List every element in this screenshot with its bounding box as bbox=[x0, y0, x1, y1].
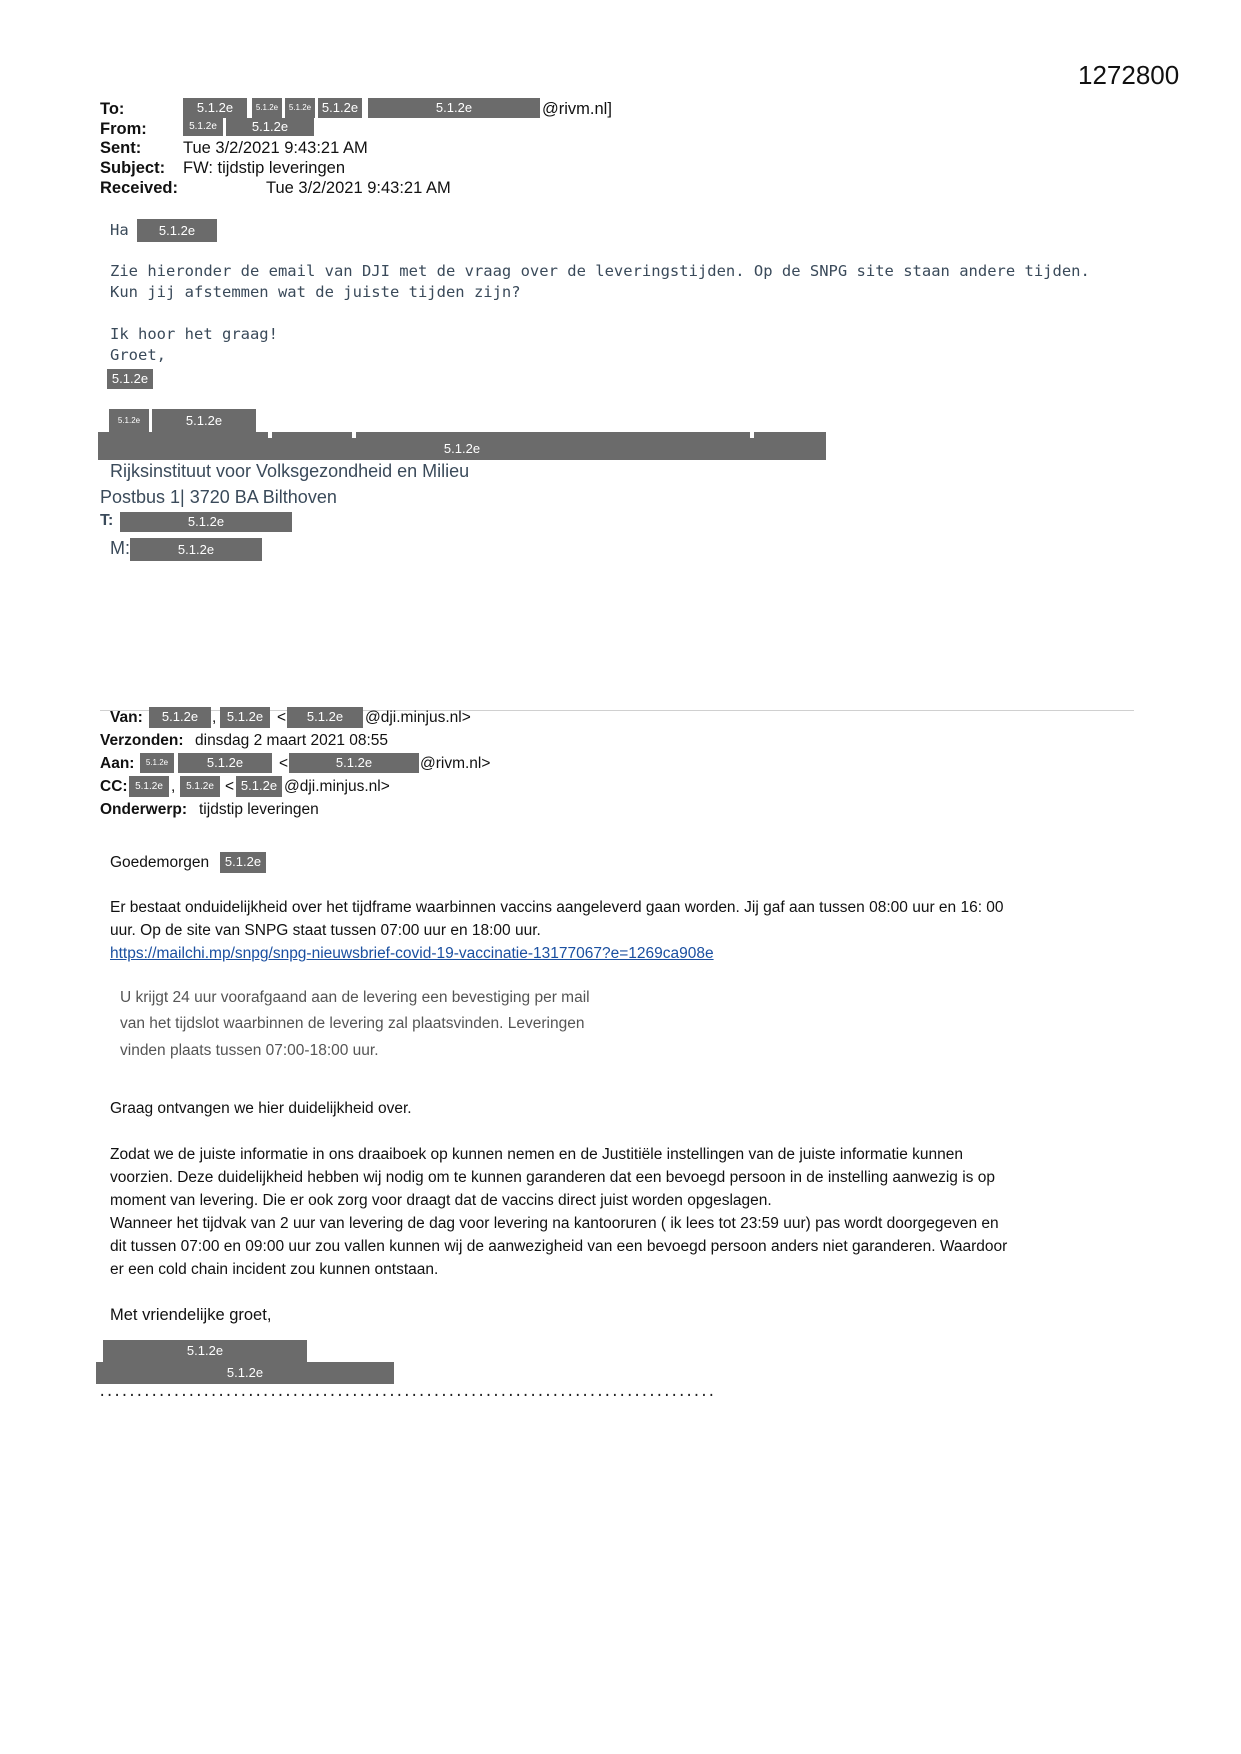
redaction-box: 5.1.2e bbox=[285, 98, 315, 118]
document-number: 1272800 bbox=[1078, 60, 1180, 90]
redaction-box: 5.1.2e bbox=[98, 438, 826, 460]
greeting: Goedemorgen bbox=[110, 854, 210, 871]
aan-lt: < bbox=[279, 755, 289, 772]
body-text: uur. Op de site van SNPG staat tussen 07:00 uur en 18:00 uur. bbox=[110, 922, 541, 939]
body-text: Wanneer het tijdvak van 2 uur van levering de dag voor levering na kantooruren ( ik lees tot 23:59 uur) pas wordt doorgegeven en bbox=[110, 1215, 999, 1232]
subject-value: FW: tijdstip leveringen bbox=[183, 159, 346, 177]
redaction-box: 5.1.2e bbox=[96, 1362, 394, 1384]
redaction-box: 5.1.2e bbox=[152, 409, 256, 432]
body-text: dit tussen 07:00 en 09:00 uur zou vallen kunnen wij de aanwezigheid van een bevoegd persoon anders niet garanderen. Waardoor bbox=[110, 1238, 1008, 1255]
cc-label: CC: bbox=[100, 778, 128, 795]
redaction-box: 5.1.2e bbox=[287, 707, 363, 728]
body-text: Ik hoor het graag! bbox=[110, 325, 278, 343]
body-text: Groet, bbox=[110, 346, 166, 364]
redaction-box: 5.1.2e bbox=[289, 753, 419, 773]
to-label: To: bbox=[100, 100, 125, 118]
redaction-box: 5.1.2e bbox=[220, 707, 270, 728]
redaction-box: 5.1.2e bbox=[129, 776, 169, 797]
cc-comma: , bbox=[171, 778, 176, 795]
aan-email-suffix: @rivm.nl> bbox=[420, 755, 491, 772]
received-value: Tue 3/2/2021 9:43:21 AM bbox=[266, 179, 451, 197]
signature-address: Postbus 1| 3720 BA Bilthoven bbox=[100, 487, 337, 507]
redaction-box: 5.1.2e bbox=[318, 98, 362, 118]
van-comma: , bbox=[212, 709, 217, 726]
redaction-box: 5.1.2e bbox=[226, 118, 314, 136]
body-text: Graag ontvangen we hier duidelijkheid over. bbox=[110, 1100, 412, 1117]
quoted-text: van het tijdslot waarbinnen de levering zal plaatsvinden. Leveringen bbox=[120, 1015, 585, 1032]
redaction-box: 5.1.2e bbox=[180, 776, 220, 797]
dotted-line: ................................................................................... bbox=[98, 1384, 715, 1400]
redaction-box: 5.1.2e bbox=[109, 409, 149, 432]
closing: Met vriendelijke groet, bbox=[110, 1306, 272, 1324]
phone-label: T: bbox=[100, 512, 114, 529]
redaction-box: 5.1.2e bbox=[140, 753, 174, 773]
onderwerp-label: Onderwerp: bbox=[100, 801, 187, 818]
body-text: voorzien. Deze duidelijkheid hebben wij nodig om te kunnen garanderen dat een bevoegd persoon in de instelling aanwezig is op bbox=[110, 1169, 995, 1186]
quoted-text: vinden plaats tussen 07:00-18:00 uur. bbox=[120, 1042, 379, 1059]
redaction-box: 5.1.2e bbox=[120, 512, 292, 532]
received-label: Received: bbox=[100, 179, 178, 197]
quoted-text: U krijgt 24 uur voorafgaand aan de levering een bevestiging per mail bbox=[120, 989, 590, 1006]
aan-label: Aan: bbox=[100, 755, 135, 772]
from-label: From: bbox=[100, 120, 147, 138]
redaction-box: 5.1.2e bbox=[149, 707, 211, 728]
body-text: er een cold chain incident zou kunnen ontstaan. bbox=[110, 1261, 439, 1278]
greeting: Ha bbox=[110, 221, 129, 239]
mobile-label: M: bbox=[110, 538, 130, 558]
cc-email-suffix: @dji.minjus.nl> bbox=[284, 778, 390, 795]
body-text: Kun jij afstemmen wat de juiste tijden zijn? bbox=[110, 283, 521, 301]
sent-label: Sent: bbox=[100, 139, 142, 157]
redaction-box: 5.1.2e bbox=[252, 98, 282, 118]
signature-organization: Rijksinstituut voor Volksgezondheid en Milieu bbox=[110, 461, 470, 481]
redaction-box: 5.1.2e bbox=[183, 98, 247, 118]
van-lt: < bbox=[277, 709, 287, 726]
cc-lt: < bbox=[225, 778, 235, 795]
redaction-box: 5.1.2e bbox=[103, 1340, 307, 1362]
redaction-box: 5.1.2e bbox=[236, 776, 282, 797]
body-text: Zodat we de juiste informatie in ons draaiboek op kunnen nemen en de Justitiële instellingen van de juiste informatie kunnen bbox=[110, 1146, 964, 1163]
subject-label: Subject: bbox=[100, 159, 166, 177]
redaction-box: 5.1.2e bbox=[183, 118, 223, 136]
body-text: Er bestaat onduidelijkheid over het tijdframe waarbinnen vaccins aangeleverd gaan worden. Jij gaf aan tussen 08:00 uur en 16: 00 bbox=[110, 899, 1004, 916]
to-email-suffix: @rivm.nl] bbox=[542, 100, 612, 118]
van-label: Van: bbox=[110, 709, 143, 726]
snpg-link[interactable]: https://mailchi.mp/snpg/snpg-nieuwsbrief-covid-19-vaccinatie-13177067?e=1269ca908e bbox=[110, 945, 714, 962]
onderwerp-value: tijdstip leveringen bbox=[199, 801, 319, 818]
redaction-box: 5.1.2e bbox=[368, 98, 540, 118]
redaction-box: 5.1.2e bbox=[178, 753, 272, 773]
verzonden-label: Verzonden: bbox=[100, 732, 184, 749]
redaction-box: 5.1.2e bbox=[107, 369, 153, 389]
body-text: moment van levering. Die er ook zorg voor draagt dat de vaccins direct juist worden opgeslagen. bbox=[110, 1192, 772, 1209]
van-email-suffix: @dji.minjus.nl> bbox=[365, 709, 471, 726]
body-text: Zie hieronder de email van DJI met de vraag over de leveringstijden. Op de SNPG site staan andere tijden. bbox=[110, 262, 1090, 280]
redaction-box: 5.1.2e bbox=[220, 852, 266, 873]
verzonden-value: dinsdag 2 maart 2021 08:55 bbox=[195, 732, 389, 749]
sent-value: Tue 3/2/2021 9:43:21 AM bbox=[183, 139, 368, 157]
redaction-box: 5.1.2e bbox=[130, 538, 262, 561]
redaction-box: 5.1.2e bbox=[137, 219, 217, 242]
